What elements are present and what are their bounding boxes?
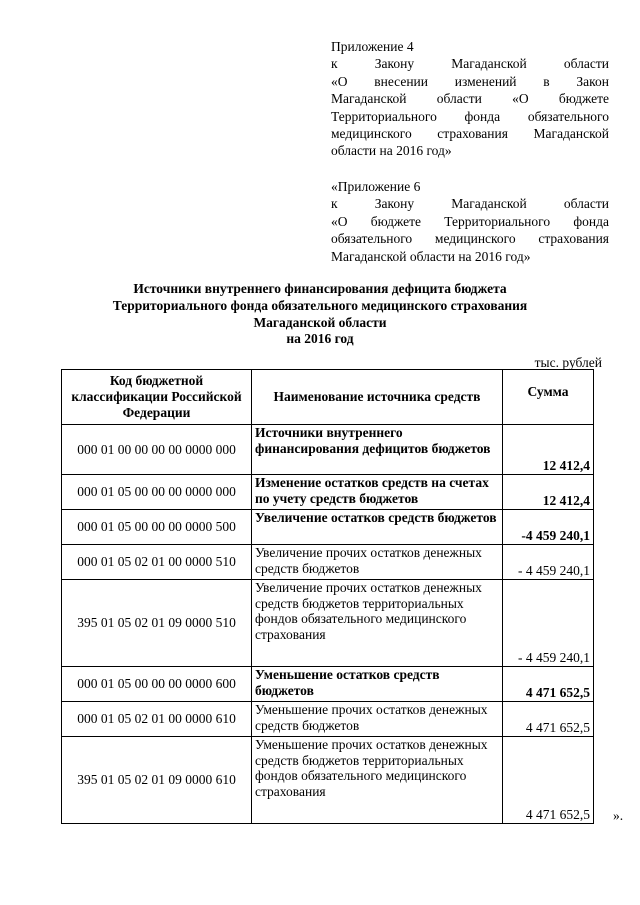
table-header-row [62, 370, 594, 425]
row-code: 000 01 00 00 00 00 0000 000 [62, 425, 252, 475]
appendix-4-line: области на 2016 год» [331, 143, 452, 159]
document-title [40, 281, 600, 348]
table-row [62, 475, 594, 510]
row-sum: - 4 459 240,1 [503, 580, 594, 667]
table-row [62, 510, 594, 545]
row-name: Увеличение прочих остатков денежных средств бюджетов территориальных фондов обязательного медицинского страхования [252, 580, 503, 667]
row-name: Уменьшение прочих остатков денежных средств бюджетов территориальных фондов обязательного медицинского страхования [252, 737, 503, 824]
row-name: Источники внутреннего финансирования дефицитов бюджетов [252, 425, 503, 475]
title-line: на 2016 год [286, 331, 354, 347]
row-name: Уменьшение остатков средств бюджетов [252, 667, 503, 702]
row-sum: 4 471 652,5 [503, 702, 594, 737]
appendix-4-line: Территориального фонда обязательного [331, 108, 609, 124]
appendix-4-line: медицинского страхования Магаданской [331, 126, 609, 142]
row-sum: -4 459 240,1 [503, 510, 594, 545]
appendix-4-line: Приложение 4 [331, 39, 414, 54]
appendix-4-line: «О внесении изменений в Закон [331, 73, 609, 89]
row-name: Изменение остатков средств на счетах по учету средств бюджетов [252, 475, 503, 510]
row-code: 395 01 05 02 01 09 0000 610 [62, 737, 252, 824]
header-name: Наименование источника средств [252, 370, 503, 425]
appendix-4-line: Магаданской области «О бюджете [331, 91, 609, 107]
header-code: Код бюджетной классификации Российской Федерации [62, 370, 252, 425]
appendix-6-line: «Приложение 6 [331, 179, 421, 194]
title-line: Магаданской области [253, 314, 387, 330]
row-sum: 4 471 652,5 [503, 667, 594, 702]
row-name: Увеличение остатков средств бюджетов [252, 510, 503, 545]
row-code: 395 01 05 02 01 09 0000 510 [62, 580, 252, 667]
table-row [62, 545, 594, 580]
row-name: Увеличение прочих остатков денежных средств бюджетов [252, 545, 503, 580]
row-sum: 12 412,4 [503, 425, 594, 475]
appendix-4-note [331, 38, 609, 160]
table-row [62, 702, 594, 737]
appendix-4-line: к Закону Магаданской области [331, 56, 609, 72]
table-row [62, 580, 594, 667]
row-sum: 4 471 652,5 [503, 737, 594, 824]
appendix-6-line: «О бюджете Территориального фонда [331, 213, 609, 229]
appendix-6-line: к Закону Магаданской области [331, 196, 609, 212]
row-code: 000 01 05 00 00 00 0000 500 [62, 510, 252, 545]
appendix-6-note [331, 178, 609, 265]
row-sum: - 4 459 240,1 [503, 545, 594, 580]
header-sum: Сумма [503, 370, 594, 425]
table-row [62, 425, 594, 475]
appendix-6-line: обязательного медицинского страхования [331, 231, 609, 247]
table-row [62, 667, 594, 702]
financing-sources-table [61, 369, 594, 824]
row-code: 000 01 05 02 01 00 0000 510 [62, 545, 252, 580]
row-code: 000 01 05 02 01 00 0000 610 [62, 702, 252, 737]
title-line: Территориального фонда обязательного медицинского страхования [112, 297, 528, 313]
closing-quote-mark: ». [613, 808, 624, 823]
row-code: 000 01 05 00 00 00 0000 600 [62, 667, 252, 702]
units-label: тыс. рублей [534, 355, 602, 370]
row-name: Уменьшение прочих остатков денежных средств бюджетов [252, 702, 503, 737]
row-code: 000 01 05 00 00 00 0000 000 [62, 475, 252, 510]
row-sum: 12 412,4 [503, 475, 594, 510]
appendix-6-line: Магаданской области на 2016 год» [331, 248, 531, 264]
title-line: Источники внутреннего финансирования дефицита бюджета [133, 281, 507, 296]
table-row [62, 737, 594, 824]
